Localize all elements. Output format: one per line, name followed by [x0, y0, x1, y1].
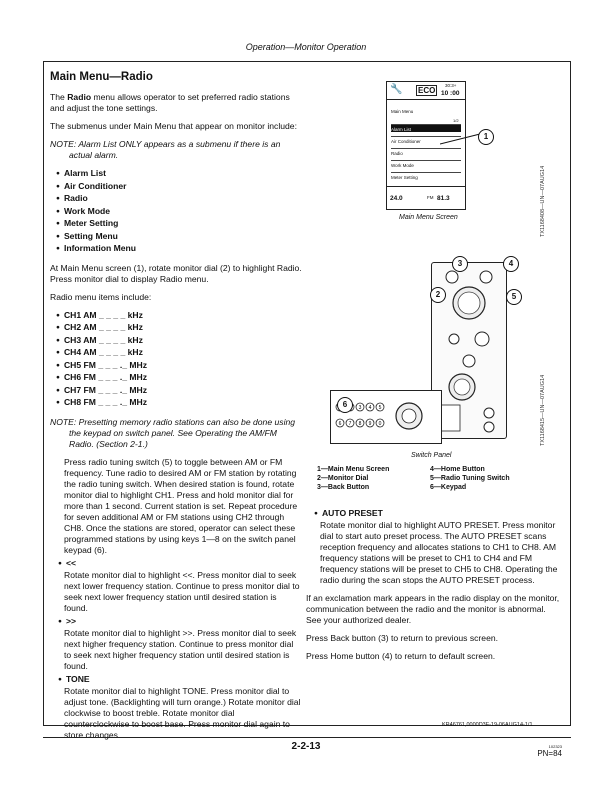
- screen-page-indicator: 1/2: [453, 118, 459, 123]
- figure1-caption: Main Menu Screen: [399, 214, 458, 221]
- list-item: ● CH7 FM _ _ _ ._ MHz: [56, 385, 302, 398]
- callout-4: 4: [503, 256, 519, 272]
- callout-6: 6: [337, 397, 353, 413]
- auto-preset-section: [306, 508, 562, 586]
- legend-item: 5—Radio Tuning Switch: [430, 475, 510, 482]
- wrench-icon: 🔧: [390, 84, 403, 95]
- list-item: ● Radio: [56, 193, 302, 206]
- figure2-caption: Switch Panel: [411, 452, 452, 459]
- keypad-key-label: 0: [378, 421, 382, 427]
- home-button-paragraph: Press Home button (4) to return to default screen.: [306, 651, 496, 661]
- time-small: 30:3+: [445, 83, 457, 88]
- callout-2: 2: [430, 287, 446, 303]
- figure2-side-label: TX1168415—UN—07AUG14: [540, 374, 546, 446]
- list-item: ● CH5 FM _ _ _ ._ MHz: [56, 360, 302, 373]
- seek-up-text: Rotate monitor dial to highlight >>. Press monitor dial to seek next higher frequency station. Continue to press monitor dial to seek next higher frequency station until desired station is found.: [64, 627, 297, 671]
- note-alarm-list: NOTE: Alarm List ONLY appears as a submenu if there is an actual alarm.: [50, 139, 281, 160]
- keypad-key-label: 9: [368, 421, 372, 427]
- screen-menu-row: Radio: [391, 148, 461, 156]
- list-item: ● CH1 AM _ _ _ _ kHz: [56, 310, 302, 323]
- keypad-key-label: 7: [348, 421, 352, 427]
- list-item: ● Alarm List: [56, 168, 302, 181]
- pn-small: 102323: [548, 744, 562, 749]
- screen-menu-row: Meter Setting: [391, 172, 461, 180]
- screen-menu-row: Alarm List: [391, 124, 461, 132]
- intro-pre: The: [50, 92, 68, 102]
- left-column: [50, 70, 302, 741]
- back-button-icon: [446, 271, 458, 283]
- callout-leader-line: [440, 130, 482, 150]
- list-item: ● CH8 FM _ _ _ ._ MHz: [56, 397, 302, 410]
- radio-procedures: [50, 457, 302, 741]
- screen-status-bar: [387, 82, 465, 100]
- legend-item: 6—Keypad: [430, 484, 467, 491]
- exclamation-paragraph: If an exclamation mark appears in the radio display on the monitor, communication between the radio and the monitor is abnormal. See your authorized dealer.: [306, 593, 560, 625]
- keypad-key-label: 8: [358, 421, 362, 427]
- right-column: [306, 508, 562, 669]
- eco-badge: ECO: [418, 86, 436, 95]
- running-header: Operation—Monitor Operation: [245, 42, 367, 52]
- list-item: ● Work Mode: [56, 206, 302, 219]
- seek-down-text: Rotate monitor dial to highlight <<. Press monitor dial to seek next lower frequency station. Continue to press monitor dial to seek next lower frequency station until desired station is found.: [64, 569, 300, 613]
- screen-menu-row: Air Conditioner: [391, 136, 461, 144]
- auto-preset-title: ● AUTO PRESET: [314, 508, 562, 520]
- callout-1: 1: [478, 129, 494, 145]
- list-item: ● CH2 AM _ _ _ _ kHz: [56, 322, 302, 335]
- legend-item: 1—Main Menu Screen: [317, 466, 390, 473]
- list-item: ● Information Menu: [56, 243, 302, 256]
- radio-items-intro: Radio menu items include:: [50, 291, 152, 302]
- list-item: ● Meter Setting: [56, 218, 302, 231]
- submenus-intro: The submenus under Main Menu that appear on monitor include:: [50, 121, 297, 131]
- section-title: Main Menu—Radio: [50, 71, 153, 83]
- keypad-key-label: 6: [338, 421, 342, 427]
- main-screen-instructions: At Main Menu screen (1), rotate monitor dial (2) to highlight Radio. Press monitor dial to display Radio menu.: [50, 262, 302, 284]
- list-item: ● CH3 AM _ _ _ _ kHz: [56, 335, 302, 348]
- callout-3: 3: [452, 256, 468, 272]
- pn-label: PN=84: [537, 749, 562, 758]
- time-display: 10 :00: [441, 90, 460, 97]
- temperature-readout: 24.0: [390, 195, 403, 202]
- screen-bottom-bar: [387, 186, 465, 209]
- screen-menu-title: Main Menu: [391, 109, 414, 114]
- keypad-key-label: 3: [358, 405, 362, 411]
- fm-label: FM: [427, 195, 434, 200]
- list-item: ● CH6 FM _ _ _ ._ MHz: [56, 372, 302, 385]
- submenu-list: [50, 168, 302, 256]
- seek-down-title: ● <<: [58, 558, 302, 570]
- intro-post: menu allows operator to set preferred radio stations and adjust the tone settings.: [50, 92, 290, 113]
- callout-5: 5: [506, 289, 522, 305]
- document-code: KR46761,0000D3F-19-06AUG14-1/1: [442, 722, 533, 728]
- intro-paragraph: [50, 92, 302, 114]
- radio-items-list: [50, 310, 302, 410]
- intro-bold: Radio: [67, 92, 92, 102]
- tuning-paragraph: Press radio tuning switch (5) to toggle between AM or FM frequency. Tune radio to desired AM or FM station by rotating the radio tuning switch. When desired station is found, rotate monitor dial to highlight CH1. Press and hold monitor dial for more than 1 second. Current station is set. Repeat procedure for seven additional AM or FM stations using CH2 through CH8. Once the stations are stored, operator can select these programmed stations by using keys 1—8 on the switch panel keypad (6).: [64, 456, 298, 555]
- back-button-paragraph: Press Back button (3) to return to previous screen.: [306, 633, 499, 643]
- screen-menu-row: Work Mode: [391, 160, 461, 168]
- seek-up-title: ● >>: [58, 616, 302, 628]
- home-button-icon: [480, 271, 492, 283]
- keypad-key-label: 5: [378, 405, 382, 411]
- page-number: 2-2-13: [291, 741, 321, 752]
- pn-block: [530, 744, 562, 758]
- legend-item: 3—Back Button: [317, 484, 370, 491]
- keypad-key-label: 4: [368, 405, 372, 411]
- tone-title: ● TONE: [58, 674, 302, 686]
- legend-item: 2—Monitor Dial: [317, 475, 369, 482]
- list-item: ● CH4 AM _ _ _ _ kHz: [56, 347, 302, 360]
- frequency-readout: 81.3: [437, 195, 450, 202]
- auto-preset-text: Rotate monitor dial to highlight AUTO PRESET. Press monitor dial to start auto preset process. The AUTO PRESET scans reception frequency and allocates stations to CH1 to CH8. AM frequency stations will be preset to CH1 to CH4 and FM frequency stations will be preset to CH5 to CH8. Operating the radio during the scan stops the AUTO PRESET process.: [320, 520, 558, 585]
- list-item: ● Setting Menu: [56, 231, 302, 244]
- legend-item: 4—Home Button: [430, 466, 485, 473]
- radio-tuning-switch-icon: [475, 332, 489, 346]
- list-item: ● Air Conditioner: [56, 181, 302, 194]
- tone-text: Rotate monitor dial to highlight TONE. Press monitor dial to adjust tone. (Backlighting will turn orange.) Rotate monitor dial clockwise to boost treble. Rotate monitor dial counterclockwise to boost base. Press monitor dial again to store changes.: [64, 685, 301, 740]
- note-keypad-preset: NOTE: Presetting memory radio stations can also be done using the keypad on switch panel. See Operating the AM/FM Radio. (Section 2-1.): [50, 416, 296, 449]
- figure1-side-label: TX1168408—UN—07AUG14: [540, 165, 546, 237]
- footer-divider: [43, 737, 571, 738]
